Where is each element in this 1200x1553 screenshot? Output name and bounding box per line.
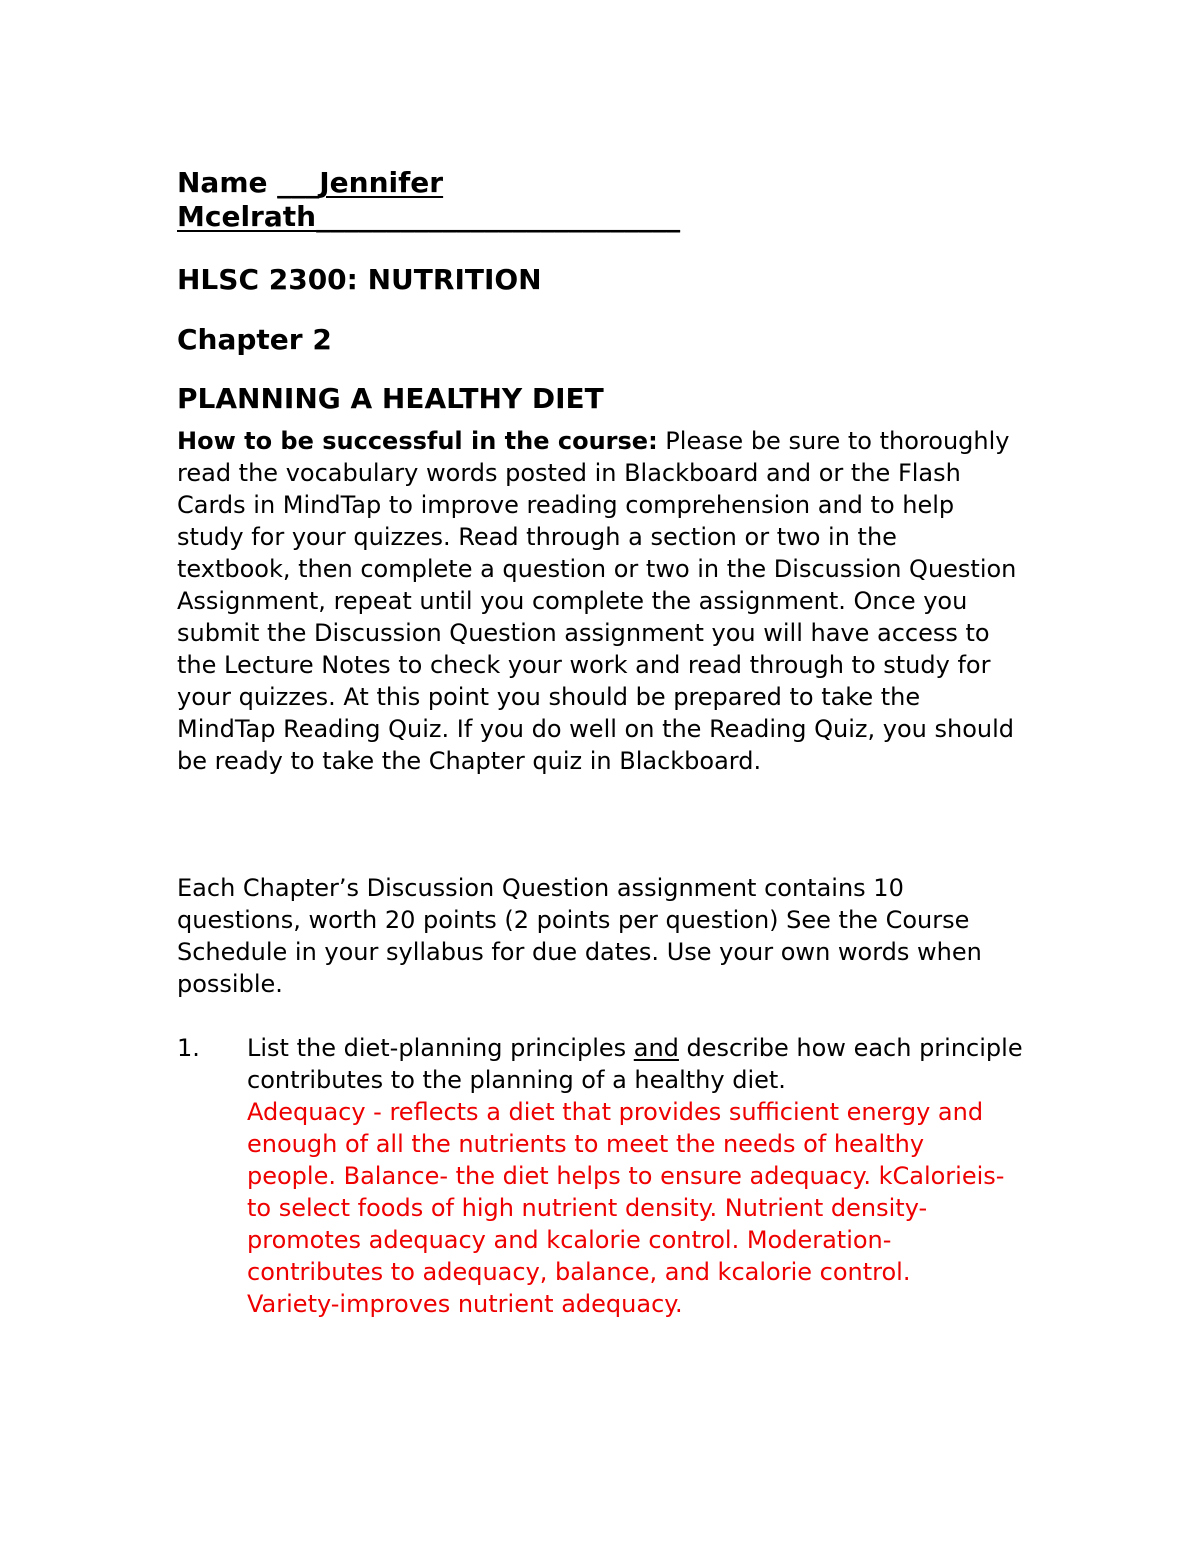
name-underlined-continued — [177, 200, 680, 233]
chapter-heading: Chapter 2 — [177, 323, 332, 356]
name-underlined — [277, 166, 443, 199]
name-blank-suffix: __________________________ — [316, 200, 681, 233]
question-answer: Adequacy - reflects a diet that provides sufficient energy and enough of all the nutrients to meet the needs of healthy people. Balance- the diet helps to ensure adequacy. kCalorieis- to select foods of high nutrient density. Nutrient density-promotes adequacy and kcalorie control. Moderation-contributes to adequacy, balance, and kcalorie control. Variety-improves nutrient adequacy. — [247, 1098, 1005, 1318]
success-instructions — [177, 425, 1017, 777]
success-instructions-body: Please be sure to thoroughly read the vocabulary words posted in Blackboard and or the Flash Cards in MindTap to improve reading comprehension and to help study for your quizzes. Read through a section or two in the textbook, then complete a question or two in the Discussion Question Assignment, repeat until you complete the assignment. Once you submit the Discussion Question assignment you will have access to the Lecture Notes to check your work and read through to study for your quizzes. At this point you should be prepared to take the MindTap Reading Quiz. If you do well on the Reading Quiz, you should be ready to take the Chapter quiz in Blackboard. — [177, 427, 1017, 775]
name-label: Name — [177, 166, 278, 199]
question-number: 1. — [177, 1034, 200, 1062]
question-text — [247, 1032, 1027, 1096]
assignment-note: Each Chapter’s Discussion Question assignment contains 10 questions, worth 20 points (2 points per question) See the Course Schedule in your syllabus for due dates. Use your own words when possible. — [177, 874, 982, 998]
course-title: HLSC 2300: NUTRITION — [177, 263, 542, 296]
question-text-emphasis: and — [633, 1034, 679, 1062]
student-first-name: Jennifer — [319, 166, 444, 199]
student-name-line — [177, 166, 1037, 234]
question-text-after: describe how each principle contributes to the planning of a healthy diet. — [247, 1034, 1023, 1094]
name-blank-prefix: ___ — [277, 166, 320, 199]
student-last-name: Mcelrath — [177, 200, 317, 233]
success-instructions-lead: How to be successful in the course: — [177, 427, 658, 455]
chapter-topic-heading: PLANNING A HEALTHY DIET — [177, 382, 604, 415]
question-text-before: List the diet-planning principles — [247, 1034, 634, 1062]
